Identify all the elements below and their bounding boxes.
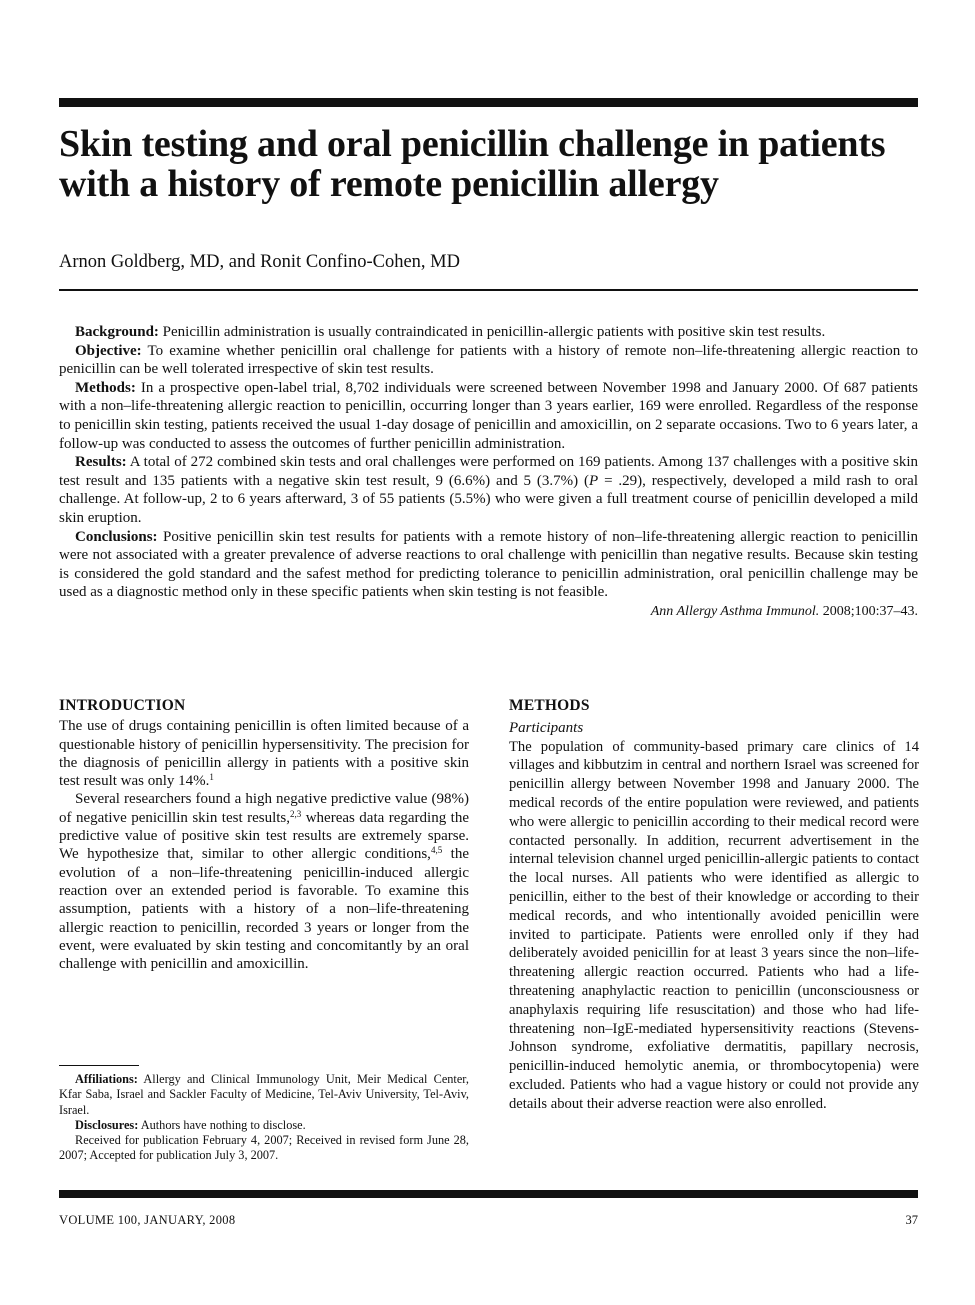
abstract-citation: Ann Allergy Asthma Immunol. 2008;100:37–43.	[650, 603, 918, 619]
footnotes	[59, 1072, 469, 1164]
footer-volume: VOLUME 100, JANUARY, 2008	[59, 1213, 236, 1227]
article-title: Skin testing and oral penicillin challenge in patients with a history of remote penicillin allergy	[59, 123, 886, 205]
footnote-disclosures: Disclosures: Authors have nothing to disclose.	[75, 1117, 306, 1132]
footer-page-number: 37	[905, 1213, 918, 1227]
footnote-received: Received for publication February 4, 2007; Received in revised form June 28, 2007; Accepted for publication July 3, 2007.	[59, 1133, 469, 1163]
introduction-heading: INTRODUCTION	[59, 697, 186, 714]
participants-subheading: Participants	[509, 720, 584, 737]
article-authors: Arnon Goldberg, MD, and Ronit Confino-Cohen, MD	[59, 252, 460, 272]
bottom-rule-thick	[59, 1190, 918, 1198]
top-rule-thick	[59, 98, 918, 107]
reference-1: 1	[209, 772, 214, 783]
footnote-affiliations: Affiliations: Allergy and Clinical Immunology Unit, Meir Medical Center, Kfar Saba, Israel and Sackler Faculty of Medicine, Tel-Aviv University, Tel-Aviv, Israel.	[59, 1072, 469, 1117]
methods-section	[509, 697, 919, 1114]
abstract-background: Background: Penicillin administration is usually contraindicated in penicillin-allergic patients with positive skin test results.	[75, 324, 826, 340]
methods-paragraph-1: The population of community-based primary care clinics of 14 villages and kibbutzim in central and northern Israel was screened for penicillin allergy between November 1998 and January 2000. The medical records of the entire population were reviewed, and patients who were allergic to penicillin according to their medical record were contacted personally. In addition, recurrent advertisement in the internal television channel urged penicillin-allergic patients to contact the local nurses. All patients who were identified as allergic to penicillin, either to the best of their knowledge or according to their medical records, and who intentionally avoided penicillin were invited to participate. Patients were enrolled only if they had deliberately avoided penicillin for at least 3 years since the non–life-threatening allergic reaction occurred. Patients who had a life-threatening anaphylactic reaction to penicillin (unconsciousness or anaphylaxis requiring life resuscitation) and those who had life-threatening non–IgE-mediated hypersensitivity reactions (Stevens-Johnson syndrome, exfoliative dermatitis, papillary necrosis, penicillin-induced hemolytic anemia, or thrombocytopenia) were excluded. Patients who had a vague history or could not provide any details about their adverse reaction were also enrolled.	[509, 738, 919, 1112]
footnote-separator	[59, 1065, 139, 1066]
reference-2-3: 2,3	[290, 808, 302, 819]
introduction-paragraph-2: Several researchers found a high negative predictive value (98%) of negative penicillin skin test results,$^{2,3}$ whereas data regarding the predictive value of positive skin test results are extremely sparse. We hypothesize that, similar to other allergic conditions,$^{4,5}$ the evolution of a non–life-threatening penicillin-induced allergic reaction over an extended period is favorable. To examine this assumption, patients with a history of a non–life-threatening allergic reaction to penicillin, recorded 3 years or longer from the event, were evaluated by skin testing and concomitantly by an oral challenge with penicillin and amoxicillin.	[59, 791, 469, 973]
introduction-paragraph-1: The use of drugs containing penicillin is often limited because of a questionable history of penicillin hypersensitivity. The precision for the diagnosis of penicillin allergy in patients with a positive skin test result was only 14%.$^1$	[59, 718, 469, 790]
abstract-objective: Objective: To examine whether penicillin oral challenge for patients with a history of remote non–life-threatening allergic reaction to penicillin can be well tolerated irrespective of skin test results.	[59, 342, 919, 378]
abstract-results: Results: A total of 272 combined skin tests and oral challenges were performed on 169 patients. Among 137 challenges with a positive skin test result and 135 patients with a negative skin test result, 9 (6.6%) and 5 (3.7%) (P = .29), respectively, developed a mild rash to oral challenge. At follow-up, 2 to 6 years afterward, 3 of 55 patients (5.5%) who were given a full treatment course of penicillin developed a mild skin eruption.	[59, 454, 918, 526]
abstract	[59, 323, 918, 622]
abstract-methods: Methods: In a prospective open-label trial, 8,702 individuals were screened between November 1998 and January 2000. Of 687 patients with a non–life-threatening allergic reaction to penicillin, occurring longer than 3 years earlier, 169 were enrolled. Regardless of the response to penicillin skin testing, patients received the usual 1-day dosage of penicillin and amoxicillin, on 2 separate occasions. Two to 6 years later, a follow-up was conducted to assess the outcomes of further penicillin administration.	[59, 379, 919, 452]
methods-heading: METHODS	[509, 697, 590, 714]
reference-4-5: 4,5	[430, 845, 443, 856]
abstract-conclusions: Conclusions: Positive penicillin skin test results for patients with a remote history of non–life-threatening allergic reaction to penicillin were not associated with a greater prevalence of adverse reactions to oral challenge with penicillin than negative results. Because skin testing is considered the gold standard and the safest method for predicting tolerance to penicillin administration, oral penicillin challenge may be used as a diagnostic method only in these specific patients when skin testing is not feasible.	[59, 528, 919, 601]
header-rule	[59, 289, 918, 291]
introduction-section	[59, 697, 469, 973]
